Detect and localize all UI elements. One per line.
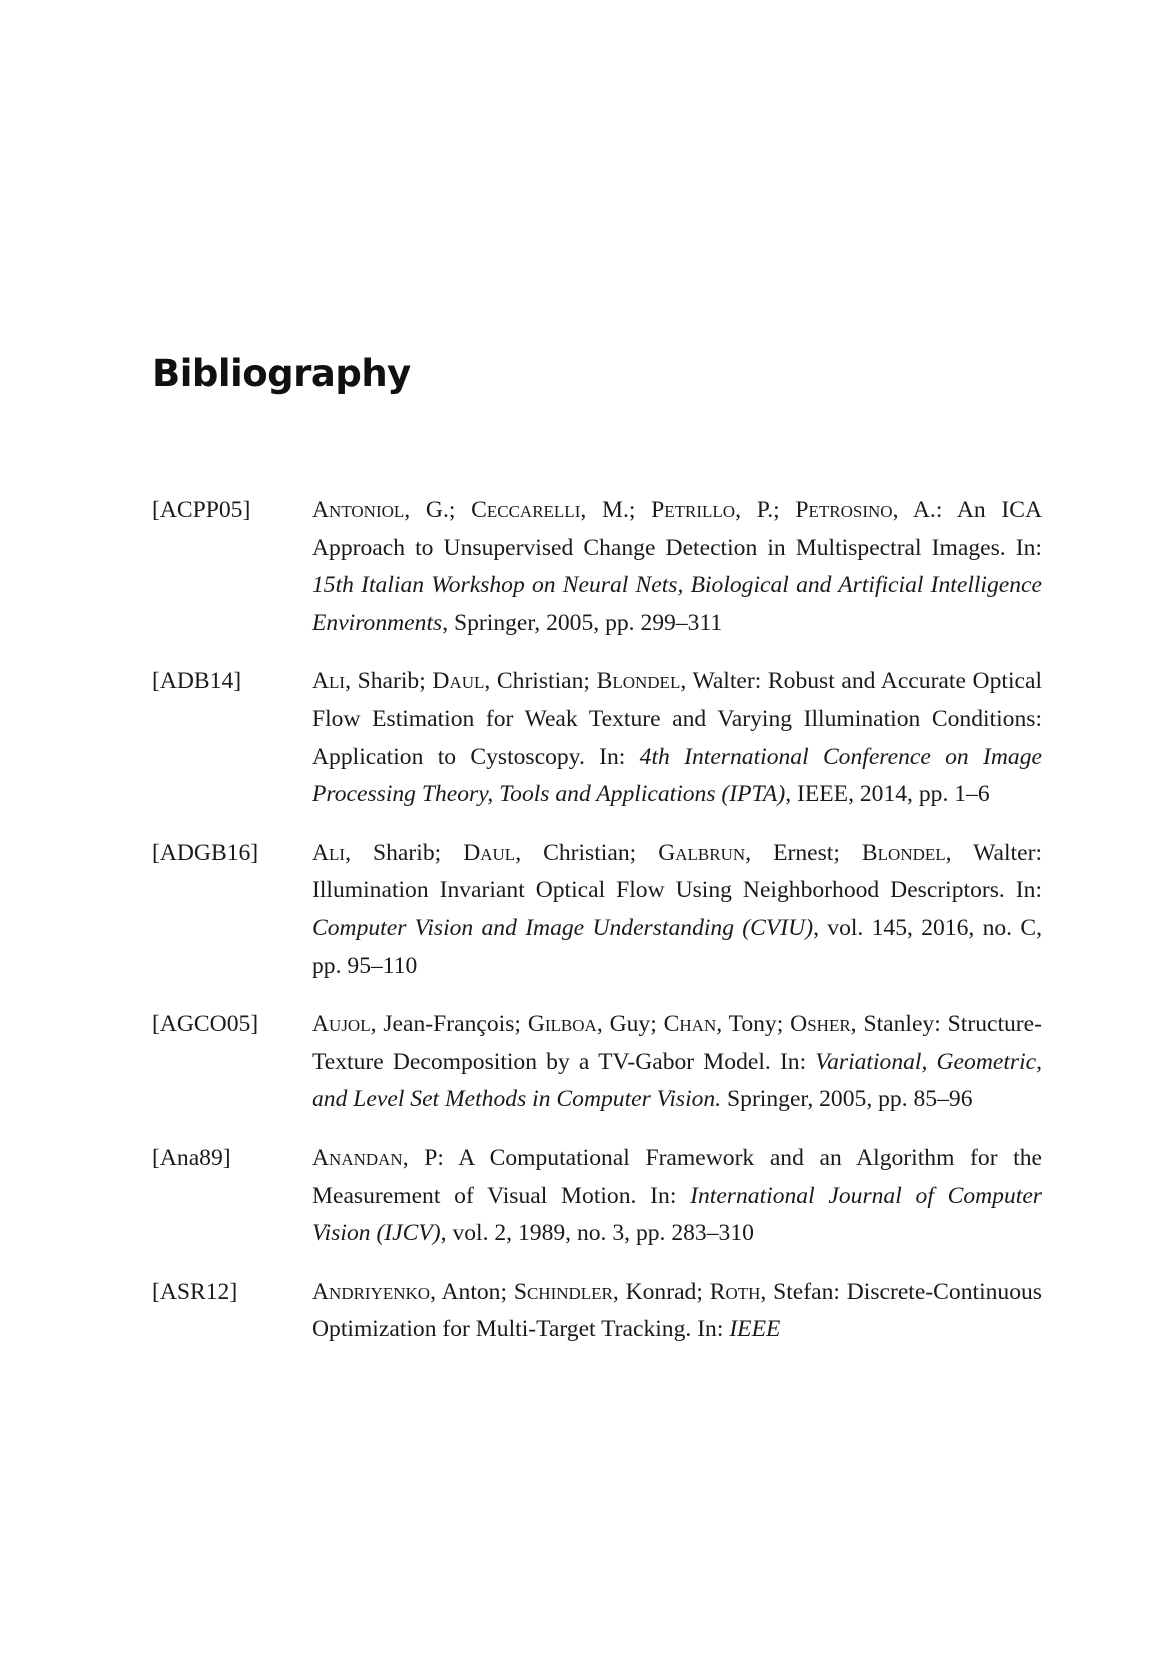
author-given: , G.; <box>404 497 472 523</box>
page-title: Bibliography <box>152 352 411 395</box>
bib-venue: Computer Vision and Image Understanding (CVIU) <box>312 914 814 941</box>
author-surname: Antoniol <box>312 497 405 523</box>
author-surname: Blondel <box>861 839 946 866</box>
bib-key: [Ana89] <box>152 1144 231 1171</box>
author-surname: Anandan <box>312 1144 403 1171</box>
author-given: , Walter: <box>680 668 768 695</box>
bib-details: , IEEE, 2014, pp. 1–6 <box>785 781 990 808</box>
author-given: , Jean-François; <box>370 1011 528 1038</box>
author-surname: Ali <box>312 668 346 695</box>
bib-key: [AGCO05] <box>152 1011 259 1038</box>
author-given: , Sharib; <box>345 839 464 866</box>
author-given: , Tony; <box>716 1011 791 1038</box>
author-given: , Christian; <box>515 839 659 866</box>
author-surname: Andriyenko <box>312 1278 431 1305</box>
bib-text <box>312 1274 1042 1349</box>
author-surname: Ceccarelli <box>471 497 581 523</box>
author-surname: Blondel <box>596 668 681 695</box>
bib-title: Robust and Accurate Optical Flow Estimation for Weak Texture and Varying Illumination Conditions: Application to Cystoscopy. In: <box>312 668 1043 770</box>
bib-details: , Springer, 2005, pp. 299–311 <box>442 609 723 636</box>
bib-key: [ASR12] <box>152 1278 238 1305</box>
bib-text <box>312 1140 1042 1253</box>
bibliography-list <box>152 492 1042 1370</box>
author-surname: Schindler <box>513 1278 613 1305</box>
author-surname: Ali <box>312 839 346 866</box>
author-given: , M.; <box>580 497 652 523</box>
author-given: , Anton; <box>430 1278 514 1305</box>
author-surname: Petrosino <box>795 497 893 523</box>
author-surname: Petrillo <box>651 497 736 523</box>
bib-title: Discrete-Continuous Optimization for Multi-Target Tracking. In: <box>312 1278 1042 1343</box>
bib-key: [ACPP05] <box>152 497 251 523</box>
author-given: , Guy; <box>596 1011 664 1038</box>
bib-venue: International Journal of Computer Vision (IJCV) <box>312 1182 1042 1247</box>
bib-entry <box>152 663 1042 813</box>
author-given: , P: <box>402 1144 459 1171</box>
author-given: , Christian; <box>484 668 597 695</box>
bib-entry <box>152 492 1042 642</box>
author-surname: Galbrun <box>658 839 746 866</box>
bib-title: An ICA Approach to Unsupervised Change Detection in Multispectral Images. In: <box>312 497 1043 561</box>
bib-entry <box>152 1006 1042 1119</box>
author-surname: Gilboa <box>527 1011 597 1038</box>
bib-key: [ADGB16] <box>152 839 259 866</box>
bib-text <box>312 1006 1042 1119</box>
author-given: , A.: <box>892 497 957 523</box>
author-given: , Ernest; <box>745 839 862 866</box>
bib-title: Structure-Texture Decomposition by a TV-Gabor Model. In: <box>312 1011 1042 1075</box>
bib-venue: 4th International Conference on Image Processing Theory, Tools and Applications (IPTA) <box>312 743 1042 808</box>
bib-text <box>312 663 1042 813</box>
bib-entry <box>152 1274 1042 1349</box>
bib-details: , vol. 2, 1989, no. 3, pp. 283–310 <box>440 1220 754 1247</box>
bib-text <box>312 835 1042 985</box>
author-surname: Osher <box>790 1011 851 1038</box>
bib-details: Springer, 2005, pp. 85–96 <box>721 1086 973 1113</box>
author-surname: Aujol <box>312 1011 371 1038</box>
bib-entry <box>152 1140 1042 1253</box>
bib-venue: IEEE <box>729 1316 781 1343</box>
bib-title: Illumination Invariant Optical Flow Using Neighborhood Descriptors. In: <box>312 877 1042 904</box>
author-given: , Walter: <box>945 839 1042 866</box>
author-given: , P.; <box>735 497 796 523</box>
author-surname: Daul <box>432 668 485 695</box>
author-surname: Roth <box>709 1278 761 1305</box>
author-given: , Stefan: <box>760 1278 847 1305</box>
author-surname: Chan <box>663 1011 717 1038</box>
bib-details: , vol. 145, 2016, no. C, pp. 95–110 <box>312 914 1042 979</box>
bib-venue: Variational, Geometric, and Level Set Methods in Computer Vision. <box>312 1048 1042 1113</box>
bib-key: [ADB14] <box>152 668 242 695</box>
author-given: , Stanley: <box>850 1011 948 1038</box>
bib-venue: 15th Italian Workshop on Neural Nets, Biological and Artificial Intelligence Environments <box>312 572 1042 636</box>
author-given: , Sharib; <box>345 668 433 695</box>
bib-entry <box>152 835 1042 985</box>
bib-title: A Computational Framework and an Algorithm for the Measurement of Visual Motion. In: <box>312 1144 1042 1209</box>
author-surname: Daul <box>463 839 516 866</box>
author-given: , Konrad; <box>612 1278 710 1305</box>
bib-text <box>312 492 1042 642</box>
